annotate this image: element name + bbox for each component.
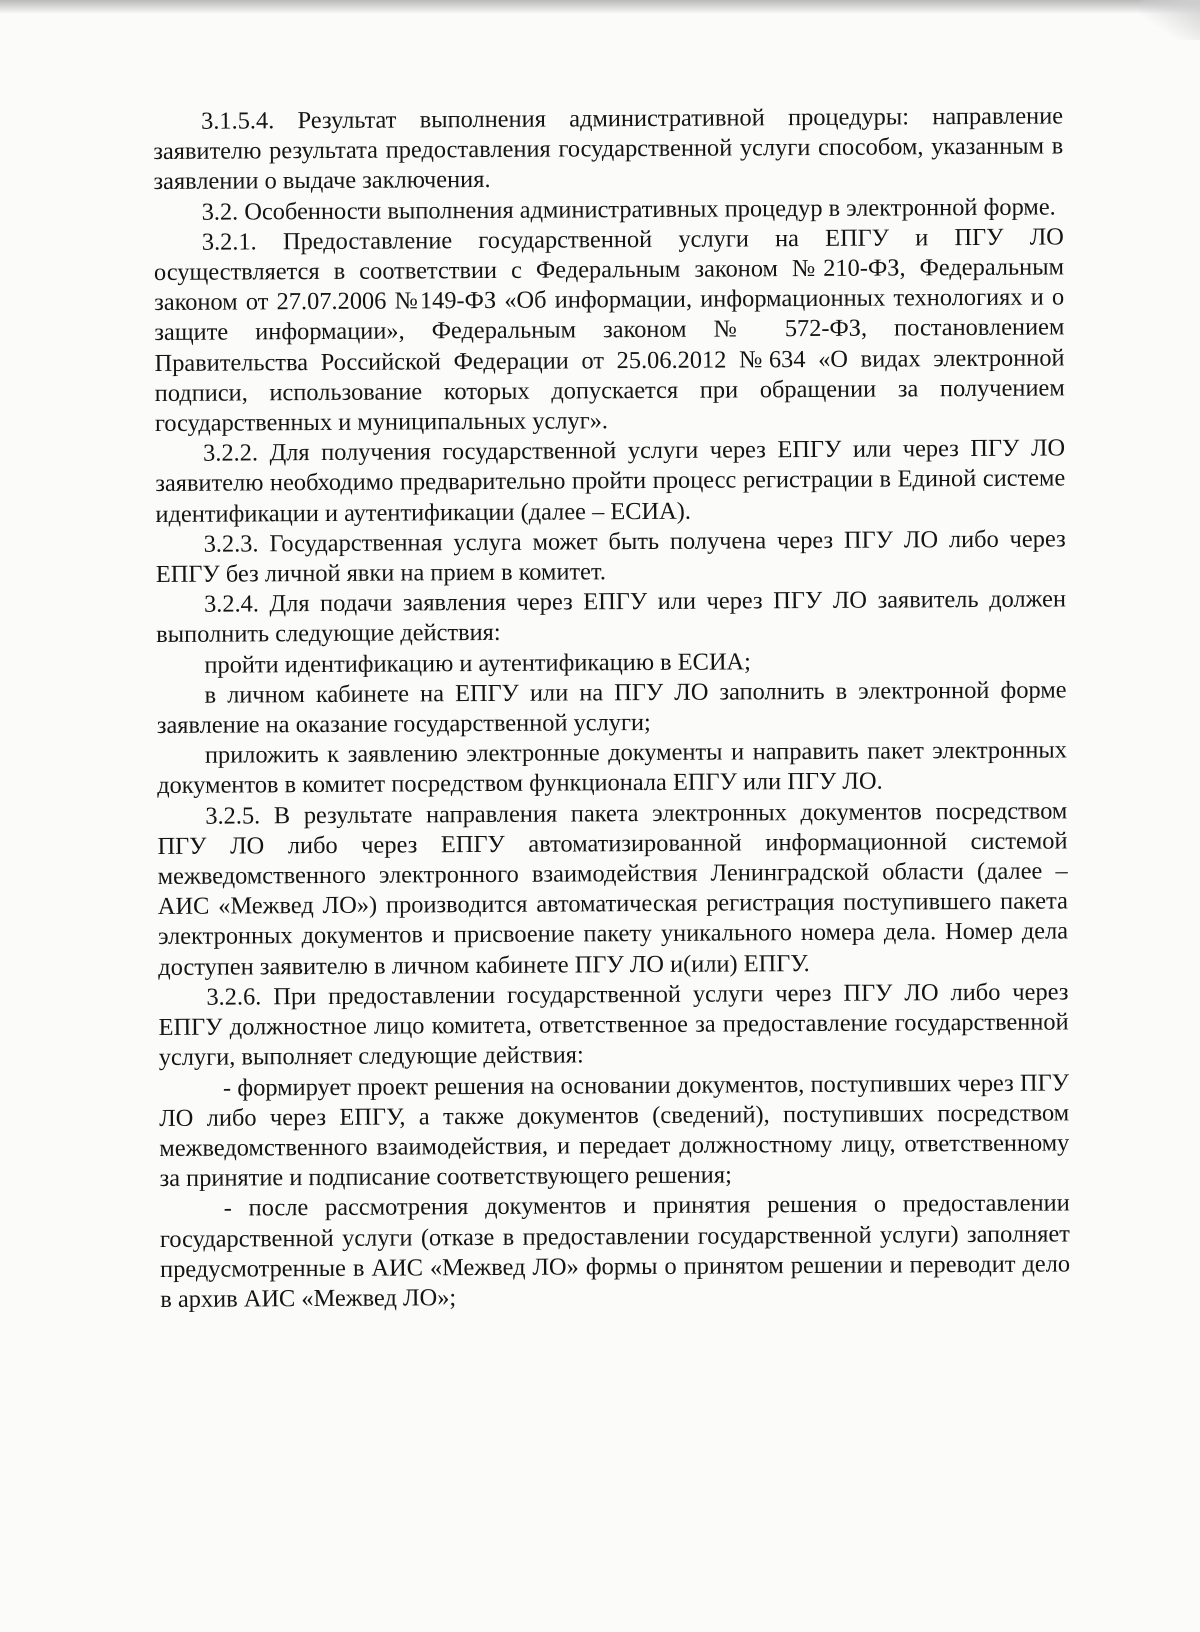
paragraph-3-2-2: 3.2.2. Для получения государственной услуги через ЕПГУ или через ПГУ ЛО заявителю необходимо предварительно пройти процесс регистрации в Единой системе идентификации и аутентификации (далее – ЕСИА).	[155, 434, 1066, 528]
paragraph-3-2-3: 3.2.3. Государственная услуга может быть получена через ПГУ ЛО либо через ЕПГУ без личной явки на прием в комитет.	[155, 525, 1066, 589]
paragraph-3-1-5-4: 3.1.5.4. Результат выполнения административной процедуры: направление заявителю результата предоставления государственной услуги способом, указанным в заявлении о выдаче заключения.	[153, 102, 1064, 196]
paragraph-3-2-5: 3.2.5. В результате направления пакета электронных документов посредством ПГУ ЛО либо через ЕПГУ автоматизированной информационной системой межведомственного электронного взаимодействия Ленинградской области (далее – АИС «Межвед ЛО») производится автоматическая регистрация поступившего пакета электронных документов и присвоение пакету уникального номера дела. Номер дела доступен заявителю в личном кабинете ПГУ ЛО и(или) ЕПГУ.	[157, 797, 1069, 981]
paragraph-3-2-4-step-3: приложить к заявлению электронные документы и направить пакет электронных документов в комитет посредством функционала ЕПГУ или ПГУ ЛО.	[157, 736, 1068, 800]
paragraph-3-2-1: 3.2.1. Предоставление государственной услуги на ЕПГУ и ПГУ ЛО осуществляется в соответствии с Федеральным законом №210-ФЗ, Федеральным законом от 27.07.2006 №149-ФЗ «Об информации, информационных технологиях и о защите информации», Федеральным законом № 572-ФЗ, постановлением Правительства Российской Федерации от 25.06.2012 №634 «О видах электронной подписи, использование которых допускается при обращении за получением государственных и муниципальных услуг».	[153, 223, 1065, 438]
paragraph-3-2-4: 3.2.4. Для подачи заявления через ЕПГУ или через ПГУ ЛО заявитель должен выполнить следующие действия:	[156, 585, 1067, 649]
paragraph-3-2-4-step-2: в личном кабинете на ЕПГУ или на ПГУ ЛО заполнить в электронной форме заявление на оказание государственной услуги;	[156, 676, 1067, 740]
document-body	[153, 101, 1070, 1315]
paragraph-3-2: 3.2. Особенности выполнения административных процедур в электронной форме.	[201, 193, 1056, 226]
paragraph-3-2-6-action-1: - формирует проект решения на основании документов, поступивших через ПГУ ЛО либо через ЕПГУ, а также документов (сведений), поступивших посредством межведомственного взаимодействия, и передает должностному лицу, ответственному за принятие и подписание соответствующего решения;	[159, 1068, 1070, 1193]
paragraph-3-2-6-action-2: - после рассмотрения документов и принятия решения о предоставлении государственной услуги (отказе в предоставлении государственной услуги) заполняет предусмотренные в АИС «Межвед ЛО» формы о принятом решении и переводит дело в архив АИС «Межвед ЛО»;	[159, 1189, 1071, 1313]
paragraph-3-2-4-step-1: пройти идентификацию и аутентификацию в ЕСИА;	[204, 648, 751, 679]
scan-top-edge	[0, 0, 1200, 14]
paragraph-3-2-6: 3.2.6. При предоставлении государственной услуги через ПГУ ЛО либо через ЕПГУ должностное лицо комитета, ответственное за предоставление государственной услуги, выполняет следующие действия:	[158, 978, 1069, 1072]
scan-corner-shadow	[1140, 0, 1200, 40]
